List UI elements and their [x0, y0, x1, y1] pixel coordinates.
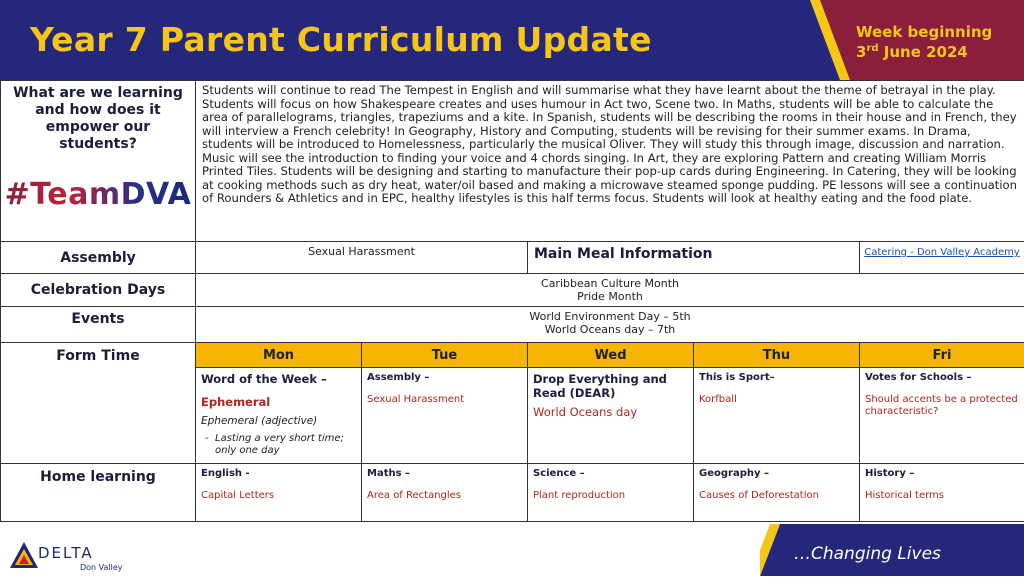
delta-logo-subtext: Don Valley	[80, 563, 123, 572]
wed-heading: Drop Everything and Read (DEAR)	[533, 372, 688, 400]
fri-heading: Votes for Schools –	[865, 372, 1019, 384]
thu-heading: This is Sport–	[699, 372, 854, 384]
form-time-wed	[528, 368, 694, 464]
word-of-week: Ephemeral	[201, 396, 356, 408]
events-values	[196, 307, 1024, 343]
event-item: World Environment Day – 5th	[196, 310, 1024, 323]
celebration-item: Pride Month	[196, 290, 1024, 303]
page-title: Year 7 Parent Curriculum Update	[30, 20, 652, 59]
teamdva-hashtag: #TeamDVA	[1, 177, 195, 212]
curriculum-table	[0, 80, 1024, 522]
form-time-label: Form Time	[1, 343, 196, 464]
thu-value: Korfball	[699, 394, 854, 406]
day-header-tue: Tue	[362, 343, 528, 368]
home-learning-subject: Maths –	[367, 468, 522, 480]
form-time-tue	[362, 368, 528, 464]
events-label: Events	[1, 307, 196, 343]
learning-label-cell	[1, 81, 196, 242]
home-learning-topic: Historical terms	[865, 490, 1019, 502]
home-learning-topic: Plant reproduction	[533, 490, 688, 502]
word-type: Ephemeral (adjective)	[201, 415, 356, 427]
main-meal-label: Main Meal Information	[528, 242, 860, 274]
day-header-mon: Mon	[196, 343, 362, 368]
delta-logo-icon	[8, 540, 40, 574]
tue-value: Sexual Harassment	[367, 394, 522, 406]
form-time-mon	[196, 368, 362, 464]
catering-link[interactable]: Catering - Don Valley Academy	[864, 247, 1020, 258]
word-of-week-heading: Word of the Week –	[201, 372, 356, 386]
form-time-fri	[860, 368, 1024, 464]
tue-heading: Assembly –	[367, 372, 522, 384]
word-definition-list	[201, 433, 356, 457]
wed-value: World Oceans day	[533, 406, 688, 418]
home-learning-subject: History –	[865, 468, 1019, 480]
celebration-label: Celebration Days	[1, 274, 196, 307]
home-learning-item	[196, 464, 362, 522]
home-learning-topic: Area of Rectangles	[367, 490, 522, 502]
week-beginning	[856, 22, 992, 62]
week-label: Week beginning	[856, 22, 992, 42]
word-definition: - Lasting a very short time; only one day	[215, 433, 356, 457]
home-learning-subject: Science –	[533, 468, 688, 480]
home-learning-item	[694, 464, 860, 522]
day-header-wed: Wed	[528, 343, 694, 368]
catering-cell	[860, 242, 1024, 274]
assembly-value: Sexual Harassment	[196, 242, 528, 274]
learning-description: Students will continue to read The Tempest in English and will summarise what they have learnt about the theme of betrayal in the play. Students will focus on how Shakespeare creates and uses humour in Act two, Scene two. In Maths, students will be able to calculate the area of parallelograms, triangles, trapeziums and a kite. In Spanish, students will be describing the rooms in their house and in French, they will interview a French celebrity! In Geography, History and Computing, students will be revising for their summer exams. In Drama, students will be introduced to Homelessness, particularly the musical Oliver. They will study this through image, discussion and narration. Music will see the introduction to finding your voice and 4 chords singing. In Art, they are exploring Pattern and creating William Morris Printed Tiles. Students will be designing and starting to manufacture their pop-up cards during Engineering. In Catering, they will be looking at cooking methods such as dry heat, water/oil based and making a microwave steamed sponge pudding. PE lessons will see a continuation of Rounders & Athletics and in EPC, healthy lifestyles is this half terms focus. Students will look at healthy eating and the food plate.	[196, 81, 1024, 242]
celebration-item: Caribbean Culture Month	[196, 277, 1024, 290]
tagline: …Changing Lives	[794, 544, 941, 564]
learning-label: What are we learning and how does it empower our students?	[1, 81, 195, 153]
home-learning-subject: English -	[201, 468, 356, 480]
home-learning-topic: Causes of Deforestation	[699, 490, 854, 502]
home-learning-subject: Geography –	[699, 468, 854, 480]
delta-logo-text: DELTA	[38, 544, 94, 562]
form-time-thu	[694, 368, 860, 464]
home-learning-topic: Capital Letters	[201, 490, 356, 502]
assembly-label: Assembly	[1, 242, 196, 274]
home-learning-item	[860, 464, 1024, 522]
celebration-values	[196, 274, 1024, 307]
fri-value: Should accents be a protected characteristic?	[865, 394, 1019, 418]
event-item: World Oceans day – 7th	[196, 323, 1024, 336]
day-header-fri: Fri	[860, 343, 1024, 368]
home-learning-item	[362, 464, 528, 522]
home-learning-item	[528, 464, 694, 522]
day-header-thu: Thu	[694, 343, 860, 368]
week-date: 3rd June 2024	[856, 42, 992, 62]
home-learning-label: Home learning	[1, 464, 196, 522]
